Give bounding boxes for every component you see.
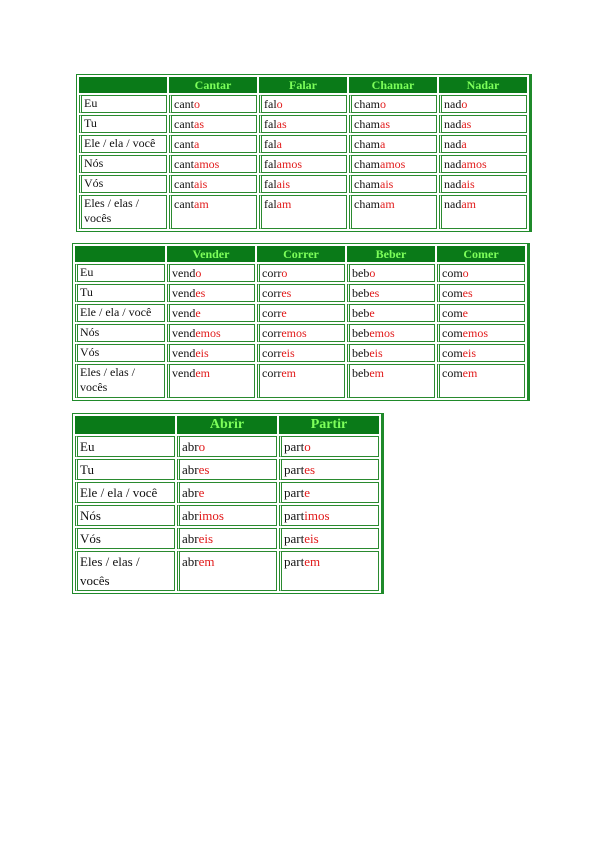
verb-stem: com bbox=[442, 346, 463, 360]
table-row bbox=[75, 264, 525, 282]
verb-ending: as bbox=[380, 117, 390, 131]
verb-stem: vend bbox=[172, 306, 196, 320]
verb-form-cell bbox=[437, 284, 525, 302]
verb-ending: ais bbox=[276, 177, 290, 191]
verb-form-cell bbox=[259, 175, 347, 193]
table-row bbox=[79, 175, 527, 193]
table-row bbox=[75, 284, 525, 302]
table-row bbox=[75, 344, 525, 362]
verb-form-cell bbox=[279, 505, 379, 526]
verb-stem: corr bbox=[262, 306, 282, 320]
table-row bbox=[75, 436, 379, 457]
verb-ending: e bbox=[195, 306, 201, 320]
pronoun-cell: Eu bbox=[79, 95, 167, 113]
verb-ending: e bbox=[304, 485, 310, 500]
verb-ending: o bbox=[194, 97, 200, 111]
table-row bbox=[75, 551, 379, 591]
verb-ending: em bbox=[198, 554, 215, 569]
verb-ending: o bbox=[369, 266, 376, 280]
verb-form-cell bbox=[439, 155, 527, 173]
table-row bbox=[75, 304, 525, 322]
verb-form-cell bbox=[437, 324, 525, 342]
pronoun-cell: Tu bbox=[75, 284, 165, 302]
conjugation-table-er bbox=[72, 243, 530, 401]
verb-stem: nad bbox=[444, 177, 462, 191]
verb-form-cell bbox=[259, 195, 347, 229]
table-row bbox=[75, 482, 379, 503]
pronoun-cell: Nós bbox=[79, 155, 167, 173]
verb-form-cell bbox=[177, 551, 277, 591]
verb-form-cell bbox=[439, 135, 527, 153]
verb-stem: cant bbox=[174, 97, 194, 111]
pronoun-cell: Eu bbox=[75, 264, 165, 282]
verb-ending: es bbox=[304, 462, 316, 477]
verb-stem: com bbox=[442, 306, 463, 320]
verb-form-cell bbox=[279, 459, 379, 480]
verb-ending: as bbox=[276, 117, 287, 131]
verb-ending: eis bbox=[281, 346, 295, 360]
verb-form-cell bbox=[349, 115, 437, 133]
verb-stem: beb bbox=[352, 326, 370, 340]
verb-stem: nad bbox=[444, 117, 462, 131]
verb-form-cell bbox=[257, 284, 345, 302]
verb-form-cell bbox=[177, 459, 277, 480]
verb-form-cell bbox=[259, 155, 347, 173]
header-row bbox=[79, 77, 527, 93]
table-row bbox=[75, 459, 379, 480]
verb-stem: beb bbox=[352, 366, 370, 380]
verb-stem: cham bbox=[354, 117, 380, 131]
verb-ending: amos bbox=[461, 157, 487, 171]
verb-form-cell bbox=[167, 264, 255, 282]
verb-stem: beb bbox=[352, 306, 370, 320]
verb-ending: emos bbox=[462, 326, 489, 340]
verb-form-cell bbox=[439, 175, 527, 193]
verb-form-cell bbox=[349, 175, 437, 193]
verb-ending: am bbox=[461, 197, 476, 211]
verb-form-cell bbox=[347, 284, 435, 302]
verb-ending: a bbox=[276, 137, 282, 151]
verb-ending: es bbox=[195, 286, 206, 300]
verb-ending: o bbox=[281, 266, 288, 280]
verb-form-cell bbox=[437, 364, 525, 398]
verb-form-cell bbox=[347, 264, 435, 282]
verb-ending: em bbox=[462, 366, 478, 380]
pronoun-cell: Nós bbox=[75, 324, 165, 342]
verb-form-cell bbox=[259, 135, 347, 153]
verb-stem: abr bbox=[182, 462, 199, 477]
verb-header: Chamar bbox=[349, 77, 437, 93]
verb-stem: fal bbox=[264, 97, 277, 111]
verb-ending: amos bbox=[194, 157, 220, 171]
verb-stem: fal bbox=[264, 197, 277, 211]
header-blank-cell bbox=[75, 416, 175, 434]
verb-ending: amos bbox=[276, 157, 302, 171]
verb-stem: fal bbox=[264, 157, 277, 171]
conjugation-table-ir bbox=[72, 413, 384, 594]
verb-ending: ais bbox=[194, 177, 208, 191]
verb-form-cell bbox=[167, 344, 255, 362]
verb-form-cell bbox=[177, 436, 277, 457]
pronoun-cell: Tu bbox=[75, 459, 175, 480]
verb-ending: as bbox=[194, 117, 204, 131]
verb-ending: em bbox=[369, 366, 384, 380]
verb-ending: amos bbox=[380, 157, 406, 171]
verb-ending: a bbox=[461, 137, 467, 151]
verb-form-cell bbox=[259, 95, 347, 113]
verb-stem: com bbox=[442, 266, 463, 280]
verb-ending: o bbox=[195, 266, 202, 280]
verb-form-cell bbox=[167, 324, 255, 342]
verb-stem: part bbox=[284, 439, 305, 454]
verb-ending: o bbox=[461, 97, 468, 111]
verb-stem: fal bbox=[264, 177, 277, 191]
pronoun-cell: Eles / elas / vocês bbox=[75, 364, 165, 398]
verb-form-cell bbox=[437, 304, 525, 322]
verb-ending: a bbox=[194, 137, 200, 151]
verb-stem: cant bbox=[174, 197, 194, 211]
verb-header: Beber bbox=[347, 246, 435, 262]
verb-stem: nad bbox=[444, 97, 462, 111]
verb-stem: abr bbox=[182, 531, 199, 546]
verb-stem: corr bbox=[262, 286, 282, 300]
verb-stem: vend bbox=[172, 326, 196, 340]
verb-ending: eis bbox=[304, 531, 319, 546]
table-row bbox=[79, 95, 527, 113]
verb-form-cell bbox=[279, 528, 379, 549]
verb-ending: o bbox=[276, 97, 283, 111]
verb-ending: eis bbox=[369, 346, 383, 360]
verb-form-cell bbox=[167, 304, 255, 322]
verb-stem: nad bbox=[444, 137, 462, 151]
verb-header: Abrir bbox=[177, 416, 277, 434]
verb-stem: nad bbox=[444, 197, 462, 211]
verb-form-cell bbox=[439, 115, 527, 133]
verb-stem: beb bbox=[352, 266, 370, 280]
verb-stem: vend bbox=[172, 286, 196, 300]
verb-header: Nadar bbox=[439, 77, 527, 93]
verb-stem: cant bbox=[174, 157, 194, 171]
verb-stem: part bbox=[284, 508, 305, 523]
verb-form-cell bbox=[437, 344, 525, 362]
verb-form-cell bbox=[347, 324, 435, 342]
verb-stem: vend bbox=[172, 366, 196, 380]
verb-ending: o bbox=[304, 439, 311, 454]
verb-ending: emos bbox=[369, 326, 395, 340]
verb-form-cell bbox=[167, 284, 255, 302]
verb-form-cell bbox=[349, 95, 437, 113]
verb-ending: e bbox=[198, 485, 205, 500]
verb-ending: o bbox=[198, 439, 206, 454]
verb-ending: o bbox=[380, 97, 386, 111]
verb-form-cell bbox=[257, 344, 345, 362]
verb-form-cell bbox=[169, 155, 257, 173]
header-blank-cell bbox=[79, 77, 167, 93]
verb-ending: a bbox=[380, 137, 386, 151]
header-blank-cell bbox=[75, 246, 165, 262]
verb-stem: cham bbox=[354, 177, 380, 191]
verb-stem: part bbox=[284, 462, 305, 477]
verb-ending: em bbox=[281, 366, 296, 380]
pronoun-cell: Ele / ela / você bbox=[75, 482, 175, 503]
verb-form-cell bbox=[177, 482, 277, 503]
verb-stem: vend bbox=[172, 346, 196, 360]
table-row bbox=[75, 505, 379, 526]
pronoun-cell: Eles / elas / vocês bbox=[75, 551, 175, 591]
verb-form-cell bbox=[177, 505, 277, 526]
table-row bbox=[79, 195, 527, 229]
verb-ending: emos bbox=[281, 326, 307, 340]
verb-form-cell bbox=[349, 195, 437, 229]
verb-ending: ais bbox=[461, 177, 475, 191]
verb-form-cell bbox=[169, 115, 257, 133]
verb-header: Correr bbox=[257, 246, 345, 262]
verb-form-cell bbox=[169, 195, 257, 229]
verb-form-cell bbox=[279, 482, 379, 503]
table-row bbox=[75, 364, 525, 398]
verb-ending: e bbox=[462, 306, 468, 320]
verb-form-cell bbox=[257, 304, 345, 322]
pronoun-cell: Ele / ela / você bbox=[75, 304, 165, 322]
verb-form-cell bbox=[439, 95, 527, 113]
verb-form-cell bbox=[349, 155, 437, 173]
verb-form-cell bbox=[439, 195, 527, 229]
verb-ending: am bbox=[380, 197, 395, 211]
verb-stem: cham bbox=[354, 97, 380, 111]
verb-stem: cham bbox=[354, 137, 380, 151]
verb-ending: ais bbox=[380, 177, 394, 191]
verb-header: Cantar bbox=[169, 77, 257, 93]
verb-ending: eis bbox=[462, 346, 477, 360]
conjugation-table-ar bbox=[76, 74, 532, 232]
verb-stem: cant bbox=[174, 137, 194, 151]
verb-ending: emos bbox=[195, 326, 221, 340]
verb-stem: part bbox=[284, 485, 305, 500]
verb-form-cell bbox=[349, 135, 437, 153]
verb-ending: e bbox=[281, 306, 287, 320]
verb-ending: es bbox=[281, 286, 292, 300]
verb-form-cell bbox=[167, 364, 255, 398]
verb-stem: abr bbox=[182, 485, 199, 500]
verb-form-cell bbox=[347, 364, 435, 398]
verb-ending: es bbox=[198, 462, 210, 477]
verb-form-cell bbox=[257, 324, 345, 342]
verb-form-cell bbox=[169, 175, 257, 193]
header-row bbox=[75, 416, 379, 434]
verb-ending: as bbox=[461, 117, 472, 131]
verb-ending: es bbox=[369, 286, 380, 300]
verb-form-cell bbox=[257, 264, 345, 282]
table-row bbox=[75, 528, 379, 549]
verb-form-cell bbox=[279, 551, 379, 591]
verb-stem: beb bbox=[352, 286, 370, 300]
verb-ending: o bbox=[462, 266, 469, 280]
table-row bbox=[79, 135, 527, 153]
verb-ending: imos bbox=[198, 508, 224, 523]
verb-stem: corr bbox=[262, 326, 282, 340]
pronoun-cell: Vós bbox=[79, 175, 167, 193]
verb-form-cell bbox=[347, 344, 435, 362]
verb-ending: em bbox=[304, 554, 321, 569]
verb-stem: part bbox=[284, 531, 305, 546]
verb-form-cell bbox=[257, 364, 345, 398]
verb-stem: com bbox=[442, 326, 463, 340]
verb-ending: es bbox=[462, 286, 473, 300]
verb-header: Comer bbox=[437, 246, 525, 262]
verb-form-cell bbox=[169, 135, 257, 153]
verb-stem: corr bbox=[262, 346, 282, 360]
table-row bbox=[79, 115, 527, 133]
verb-form-cell bbox=[259, 115, 347, 133]
verb-stem: fal bbox=[264, 117, 277, 131]
verb-stem: abr bbox=[182, 554, 199, 569]
verb-stem: fal bbox=[264, 137, 277, 151]
verb-header: Partir bbox=[279, 416, 379, 434]
verb-form-cell bbox=[279, 436, 379, 457]
verb-ending: am bbox=[194, 197, 209, 211]
verb-stem: com bbox=[442, 286, 463, 300]
verb-header: Falar bbox=[259, 77, 347, 93]
pronoun-cell: Tu bbox=[79, 115, 167, 133]
pronoun-cell: Eles / elas / vocês bbox=[79, 195, 167, 229]
verb-form-cell bbox=[169, 95, 257, 113]
verb-stem: corr bbox=[262, 266, 282, 280]
verb-ending: am bbox=[276, 197, 292, 211]
verb-ending: imos bbox=[304, 508, 330, 523]
verb-stem: corr bbox=[262, 366, 282, 380]
table-row bbox=[79, 155, 527, 173]
verb-stem: beb bbox=[352, 346, 370, 360]
verb-stem: abr bbox=[182, 439, 199, 454]
verb-header: Vender bbox=[167, 246, 255, 262]
header-row bbox=[75, 246, 525, 262]
verb-ending: e bbox=[369, 306, 375, 320]
verb-stem: abr bbox=[182, 508, 199, 523]
verb-stem: cham bbox=[354, 157, 380, 171]
verb-stem: com bbox=[442, 366, 463, 380]
verb-form-cell bbox=[177, 528, 277, 549]
verb-stem: cham bbox=[354, 197, 380, 211]
pronoun-cell: Vós bbox=[75, 528, 175, 549]
verb-stem: vend bbox=[172, 266, 196, 280]
pronoun-cell: Vós bbox=[75, 344, 165, 362]
verb-stem: part bbox=[284, 554, 305, 569]
verb-ending: em bbox=[195, 366, 210, 380]
verb-stem: nad bbox=[444, 157, 462, 171]
verb-stem: cant bbox=[174, 117, 194, 131]
verb-form-cell bbox=[347, 304, 435, 322]
verb-form-cell bbox=[437, 264, 525, 282]
table-row bbox=[75, 324, 525, 342]
pronoun-cell: Nós bbox=[75, 505, 175, 526]
verb-ending: eis bbox=[195, 346, 209, 360]
verb-stem: cant bbox=[174, 177, 194, 191]
pronoun-cell: Eu bbox=[75, 436, 175, 457]
pronoun-cell: Ele / ela / você bbox=[79, 135, 167, 153]
verb-ending: eis bbox=[198, 531, 214, 546]
